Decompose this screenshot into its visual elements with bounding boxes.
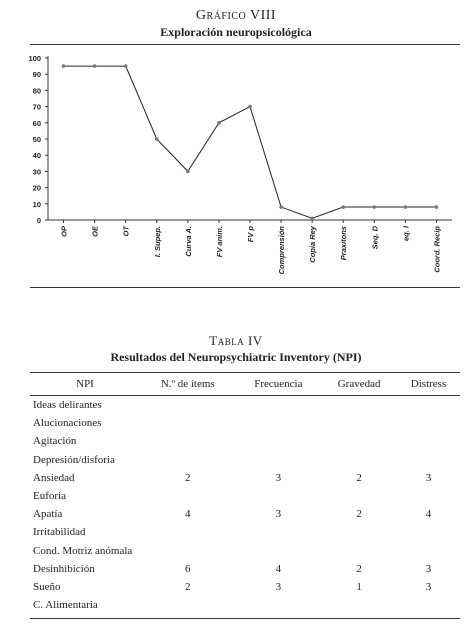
x-tick-label: Seq. D — [370, 226, 380, 250]
table-cell — [321, 487, 397, 505]
y-tick-label: 100 — [28, 54, 41, 63]
y-tick-label: 90 — [32, 70, 41, 80]
header-distress: Distress — [397, 373, 460, 396]
x-tick-label: OE — [90, 226, 100, 237]
row-label: Alucionaciones — [33, 417, 102, 430]
table-cell — [397, 414, 460, 432]
row-label: Apatía — [33, 508, 63, 521]
table-cell — [140, 487, 236, 505]
data-point — [341, 205, 345, 209]
data-point — [186, 170, 190, 174]
x-tick-label: OP — [59, 226, 69, 237]
row-label: Depresión/disforia — [33, 453, 115, 466]
table-cell — [236, 451, 322, 469]
table-row — [30, 487, 460, 505]
row-label: Ansiedad — [33, 471, 75, 484]
header-frecuencia: Frecuencia — [236, 373, 322, 396]
table-cell — [140, 596, 236, 614]
table-cell: 2 — [185, 580, 191, 593]
table-row — [30, 505, 460, 523]
table-cell: 3 — [425, 562, 432, 575]
table-title: Tabla IV — [209, 333, 263, 348]
table-cell: 6 — [185, 562, 191, 575]
table-cell: 2 — [356, 562, 362, 575]
y-tick-label: 70 — [32, 102, 41, 112]
row-label: Desinhibición — [33, 562, 95, 575]
row-label: Agitación — [33, 435, 77, 448]
data-point — [404, 205, 408, 209]
y-tick-label: 60 — [32, 118, 41, 128]
header-gravedad: Gravedad — [321, 373, 397, 396]
table-cell: 3 — [275, 471, 282, 484]
table-header-row — [30, 373, 460, 396]
figure-subtitle: Exploración neuropsicológica — [160, 25, 312, 39]
data-point — [62, 64, 66, 68]
x-tick-label: eq. I — [401, 226, 411, 242]
table-cell — [140, 396, 236, 415]
chart-bottom-rule — [30, 287, 460, 288]
table-cell — [397, 432, 460, 450]
data-point — [124, 64, 128, 68]
table-cell: 2 — [356, 471, 362, 484]
data-point — [279, 205, 283, 209]
table-cell — [321, 523, 397, 541]
line-chart — [0, 0, 472, 300]
table-cell — [397, 487, 460, 505]
table-row — [30, 432, 460, 450]
row-label: Cond. Motriz anómala — [33, 544, 133, 557]
table-cell: 4 — [425, 508, 432, 521]
table-cell — [397, 523, 460, 541]
table-row — [30, 578, 460, 596]
data-point — [435, 205, 439, 209]
data-point — [217, 121, 221, 125]
table-cell: 3 — [275, 508, 282, 521]
npi-table — [30, 372, 460, 614]
table-cell — [321, 414, 397, 432]
table-cell — [236, 432, 322, 450]
x-tick-label: Praxitons — [339, 226, 349, 261]
row-label: Sueño — [33, 580, 61, 593]
x-tick-label: Curva A. — [183, 226, 193, 257]
table-cell: 3 — [275, 580, 282, 593]
y-tick-label: 0 — [36, 216, 41, 225]
table-cell — [236, 414, 322, 432]
x-tick-label: Comprensión — [277, 226, 287, 275]
table-cell — [321, 396, 397, 415]
data-point — [310, 217, 314, 221]
table-cell — [397, 542, 460, 560]
table-row — [30, 596, 460, 614]
table-cell: 4 — [185, 508, 191, 521]
table-cell: 2 — [185, 471, 191, 484]
table-cell: 2 — [356, 508, 362, 521]
table-cell — [236, 596, 322, 614]
data-point — [93, 64, 97, 68]
table-row — [30, 469, 460, 487]
figure-title: Gráfico VIII — [195, 8, 277, 23]
header-items: N.º de ítems — [140, 373, 236, 396]
table-row — [30, 451, 460, 469]
table-cell — [321, 542, 397, 560]
table-row — [30, 560, 460, 578]
table-cell — [140, 542, 236, 560]
y-tick-label: 50 — [32, 135, 41, 144]
table-cell — [397, 451, 460, 469]
x-tick-label: FV anim. — [214, 226, 224, 258]
table-cell — [236, 487, 322, 505]
table-cell — [140, 432, 236, 450]
table-cell: 3 — [425, 580, 432, 593]
table-cell — [321, 596, 397, 614]
x-tick-label: FV p — [246, 226, 255, 243]
table-cell: 1 — [356, 580, 362, 593]
table-row — [30, 414, 460, 432]
table-cell: 4 — [275, 562, 282, 575]
table-cell — [321, 432, 397, 450]
series-line — [64, 66, 437, 218]
table-cell — [140, 451, 236, 469]
table-cell: 3 — [425, 471, 432, 484]
x-tick-label: Copia Rey — [308, 226, 318, 263]
row-label: Euforia — [33, 490, 66, 503]
table-cell — [321, 451, 397, 469]
y-tick-label: 40 — [32, 151, 41, 161]
y-tick-label: 30 — [32, 167, 41, 177]
table-cell — [236, 396, 322, 415]
x-tick-label: I. Supep. — [152, 226, 162, 258]
table-cell — [236, 523, 322, 541]
x-tick-label: Coord. Recip — [432, 226, 442, 273]
table-cell — [397, 396, 460, 415]
row-label: C. Alimentaria — [33, 599, 98, 612]
y-tick-label: 20 — [32, 183, 41, 193]
y-tick-label: 80 — [32, 86, 41, 96]
table-bottom-rule — [30, 618, 460, 619]
data-point — [248, 105, 252, 109]
table-cell — [397, 596, 460, 614]
data-point — [373, 205, 377, 209]
table-subtitle: Resultados del Neuropsychiatric Inventory (NPI) — [110, 350, 362, 364]
x-tick-label: OT — [121, 226, 131, 237]
data-point — [155, 137, 159, 141]
table-cell — [140, 523, 236, 541]
y-tick-label: 10 — [32, 199, 41, 209]
table-cell — [140, 414, 236, 432]
table-row — [30, 542, 460, 560]
table-row — [30, 396, 460, 415]
table-cell — [236, 542, 322, 560]
header-npi: NPI — [30, 373, 140, 396]
row-label: Ideas delirantes — [33, 399, 102, 412]
row-label: Irritabilidad — [33, 526, 86, 539]
table-row — [30, 523, 460, 541]
